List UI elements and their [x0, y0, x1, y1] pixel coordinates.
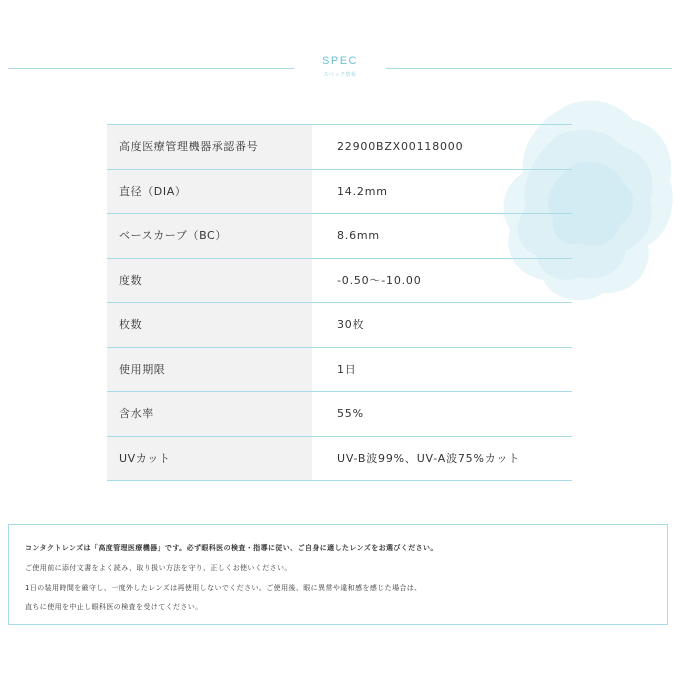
label-cell: [107, 392, 312, 436]
notice-line-warning: コンタクトレンズは「高度管理医療機器」です。必ず眼科医の検査・指導に従い、ご自身に適したレンズをお選びください。: [25, 544, 438, 552]
spec-value: 8.6mm: [337, 229, 380, 242]
spec-value: 14.2mm: [337, 184, 388, 198]
spec-label: 枚数: [119, 318, 143, 331]
caution-notice-box: [8, 524, 668, 625]
spec-value: 1日: [337, 362, 357, 376]
label-cell: [107, 437, 312, 481]
spec-label: UVカット: [119, 451, 171, 465]
notice-line-stop-use: 直ちに使用を中止し眼科医の検査を受けてください。: [25, 603, 203, 611]
spec-row-usage-period: [107, 348, 572, 393]
spec-row-approval-number: [107, 125, 572, 170]
spec-label: ベースカーブ（BC）: [119, 229, 227, 242]
spec-row-quantity: [107, 303, 572, 348]
spec-table: [107, 124, 572, 481]
spec-label: 使用期限: [119, 362, 166, 376]
section-header: [0, 52, 680, 86]
section-title: SPEC: [322, 55, 358, 67]
spec-value: -0.50〜-10.00: [337, 273, 422, 287]
label-cell: [107, 348, 312, 392]
header-rule-right: [386, 68, 672, 69]
label-cell: [107, 259, 312, 303]
spec-label: 直径（DIA）: [119, 184, 187, 198]
header-rule-left: [8, 68, 294, 69]
spec-row-power: [107, 259, 572, 304]
label-cell: [107, 303, 312, 347]
spec-row-uv-cut: [107, 437, 572, 482]
spec-value: 30枚: [337, 318, 365, 331]
spec-row-water-content: [107, 392, 572, 437]
spec-value: 55%: [337, 407, 364, 420]
notice-line-read-insert: ご使用前に添付文書をよく読み、取り扱い方法を守り、正しくお使いください。: [25, 564, 292, 572]
label-cell: [107, 214, 312, 258]
label-cell: [107, 170, 312, 214]
spec-label: 含水率: [119, 407, 154, 420]
spec-row-diameter: [107, 170, 572, 215]
spec-row-base-curve: [107, 214, 572, 259]
spec-value: UV-B波99%、UV-A波75%カット: [337, 451, 521, 465]
spec-value: 22900BZX00118000: [337, 140, 464, 153]
notice-line-wear-time: 1日の装用時間を厳守し、一度外したレンズは再使用しないでください。ご使用後、眼に異常や違和感を感じた場合は、: [25, 584, 422, 592]
label-cell: [107, 125, 312, 169]
spec-label: 度数: [119, 273, 143, 287]
spec-label: 高度医療管理機器承認番号: [119, 140, 259, 153]
section-subtitle: スペック情報: [323, 72, 357, 78]
